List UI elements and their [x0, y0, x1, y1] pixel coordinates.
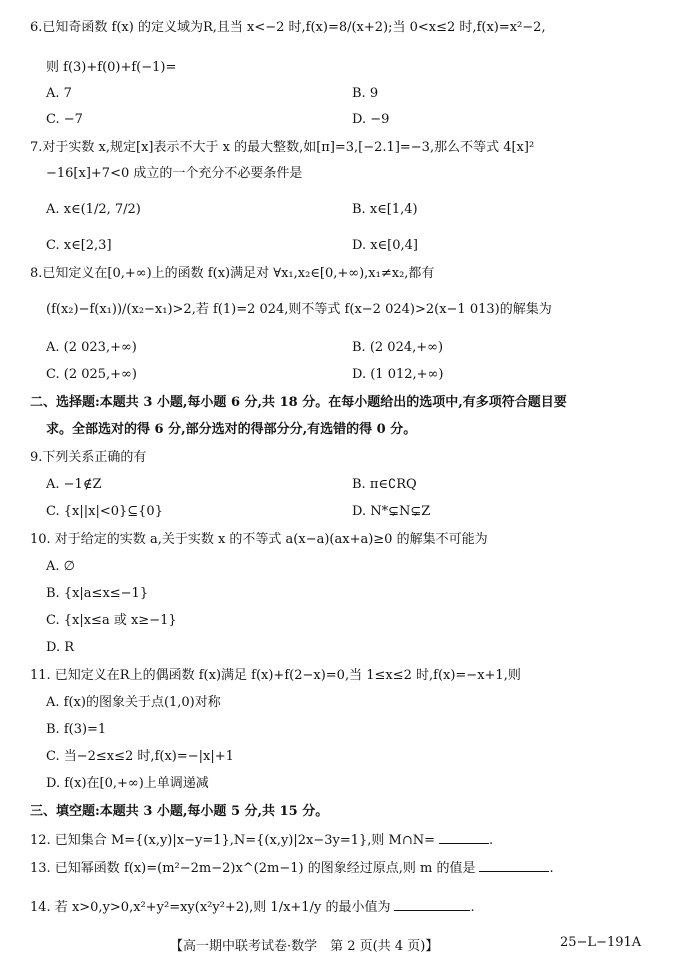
question-line: [46, 60, 176, 76]
line-text: A. ∅: [46, 559, 75, 574]
question-line: [46, 722, 106, 738]
question-line: [46, 776, 209, 792]
line-text: C. x∈[2,3]: [46, 238, 112, 253]
line-text: B. (2 024,+∞): [352, 340, 444, 355]
line-text: D. N*⊊N⊊Z: [352, 504, 431, 519]
line-text: A. 7: [46, 86, 72, 101]
line-text: B. 9: [352, 86, 379, 101]
line-text: −16[x]+7<0 成立的一个充分不必要条件是: [46, 166, 303, 181]
period: .: [489, 833, 494, 848]
line-text: C. (2 025,+∞): [46, 367, 137, 382]
section-heading: [30, 804, 328, 820]
question-line: [352, 367, 443, 383]
exam-code: 25−L−191A: [560, 935, 642, 950]
answer-blank: [394, 898, 470, 911]
line-text: D. −9: [352, 112, 390, 127]
line-text: 则 f(3)+f(0)+f(−1)=: [46, 60, 177, 75]
line-text: A. −1∉Z: [46, 477, 102, 492]
question-line: [46, 613, 177, 629]
question-line: [46, 504, 163, 520]
question-line: [46, 559, 75, 575]
line-text: A. x∈(1/2, 7/2): [46, 202, 141, 217]
question-line: [30, 20, 546, 36]
line-text: C. {x|x≤a 或 x≥−1}: [46, 613, 177, 628]
period: .: [549, 861, 554, 876]
question-line: [30, 831, 493, 849]
answer-blank: [479, 859, 549, 872]
line-text: C. −7: [46, 112, 83, 127]
question-line: [46, 695, 221, 711]
line-text: D. R: [46, 640, 75, 655]
question-line: [46, 586, 148, 602]
line-text: C. 当−2≤x≤2 时,f(x)=−|x|+1: [46, 749, 234, 764]
question-line: [352, 477, 417, 493]
line-text: 14. 若 x>0,y>0,x²+y²=xy(x²y²+2),则 1/x+1/y 的最小值为: [30, 900, 391, 915]
line-text: 8.已知定义在[0,+∞)上的函数 f(x)满足对 ∀x₁,x₂∈[0,+∞),x₁≠x₂,都有: [30, 266, 435, 281]
question-line: [46, 302, 552, 318]
question-line: [46, 112, 83, 128]
line-text: A. f(x)的图象关于点(1,0)对称: [46, 695, 221, 710]
line-text: B. π∈∁RQ: [352, 477, 417, 492]
question-line: [30, 859, 554, 877]
question-line: [46, 86, 72, 102]
question-line: [352, 202, 418, 218]
question-line: [46, 749, 234, 765]
line-text: 求。全部选对的得 6 分,部分选对的得部分分,有选错的得 0 分。: [46, 422, 417, 437]
question-line: [30, 668, 521, 684]
line-text: 二、选择题:本题共 3 小题,每小题 6 分,共 18 分。在每小题给出的选项中,有多项符合题目要: [30, 395, 567, 410]
line-text: B. f(3)=1: [46, 722, 107, 737]
section-heading: [30, 395, 567, 411]
question-line: [30, 140, 534, 156]
line-text: 10. 对于给定的实数 a,关于实数 x 的不等式 a(x−a)(ax+a)≥0 的解集不可能为: [30, 532, 488, 547]
line-text: 三、填空题:本题共 3 小题,每小题 5 分,共 15 分。: [30, 804, 329, 819]
question-line: [46, 202, 141, 218]
line-text: 9.下列关系正确的有: [30, 450, 147, 465]
question-line: [352, 238, 418, 254]
question-line: [30, 266, 434, 282]
question-line: [352, 112, 389, 128]
question-line: [352, 340, 443, 356]
section-heading: [46, 422, 416, 438]
line-text: 7.对于实数 x,规定[x]表示不大于 x 的最大整数,如[π]=3,[−2.1]=−3,那么不等式 4[x]²: [30, 140, 535, 155]
line-text: D. x∈[0,4]: [352, 238, 418, 253]
question-line: [30, 898, 475, 916]
line-text: C. {x||x|<0}⊆{0}: [46, 504, 163, 519]
line-text: 11. 已知定义在R上的偶函数 f(x)满足 f(x)+f(2−x)=0,当 1≤x≤2 时,f(x)=−x+1,则: [30, 668, 521, 683]
line-text: D. f(x)在[0,+∞)上单调递减: [46, 776, 209, 791]
line-text: (f(x₂)−f(x₁))/(x₂−x₁)>2,若 f(1)=2 024,则不等式 f(x−2 024)>2(x−1 013)的解集为: [46, 302, 552, 317]
question-line: [30, 532, 488, 548]
question-line: [46, 640, 74, 656]
answer-blank: [439, 831, 489, 844]
question-line: [46, 477, 101, 493]
page-footer-title: 【高一期中联考试卷·数学 第 2 页(共 4 页)】: [170, 939, 439, 954]
question-line: [352, 504, 430, 520]
question-line: [46, 340, 137, 356]
question-line: [46, 367, 137, 383]
question-line: [46, 238, 112, 254]
line-text: A. (2 023,+∞): [46, 340, 137, 355]
line-text: D. (1 012,+∞): [352, 367, 444, 382]
question-line: [30, 450, 146, 466]
line-text: 13. 已知幂函数 f(x)=(m²−2m−2)x^(2m−1) 的图象经过原点,则 m 的值是: [30, 861, 476, 876]
line-text: 6.已知奇函数 f(x) 的定义域为R,且当 x<−2 时,f(x)=8/(x+2);当 0<x≤2 时,f(x)=x²−2,: [30, 20, 546, 35]
question-line: [352, 86, 378, 102]
line-text: B. x∈[1,4): [352, 202, 418, 217]
period: .: [470, 900, 475, 915]
line-text: 12. 已知集合 M={(x,y)|x−y=1},N={(x,y)|2x−3y=1},则 M∩N=: [30, 833, 436, 848]
question-line: [46, 166, 302, 182]
line-text: B. {x|a≤x≤−1}: [46, 586, 149, 601]
